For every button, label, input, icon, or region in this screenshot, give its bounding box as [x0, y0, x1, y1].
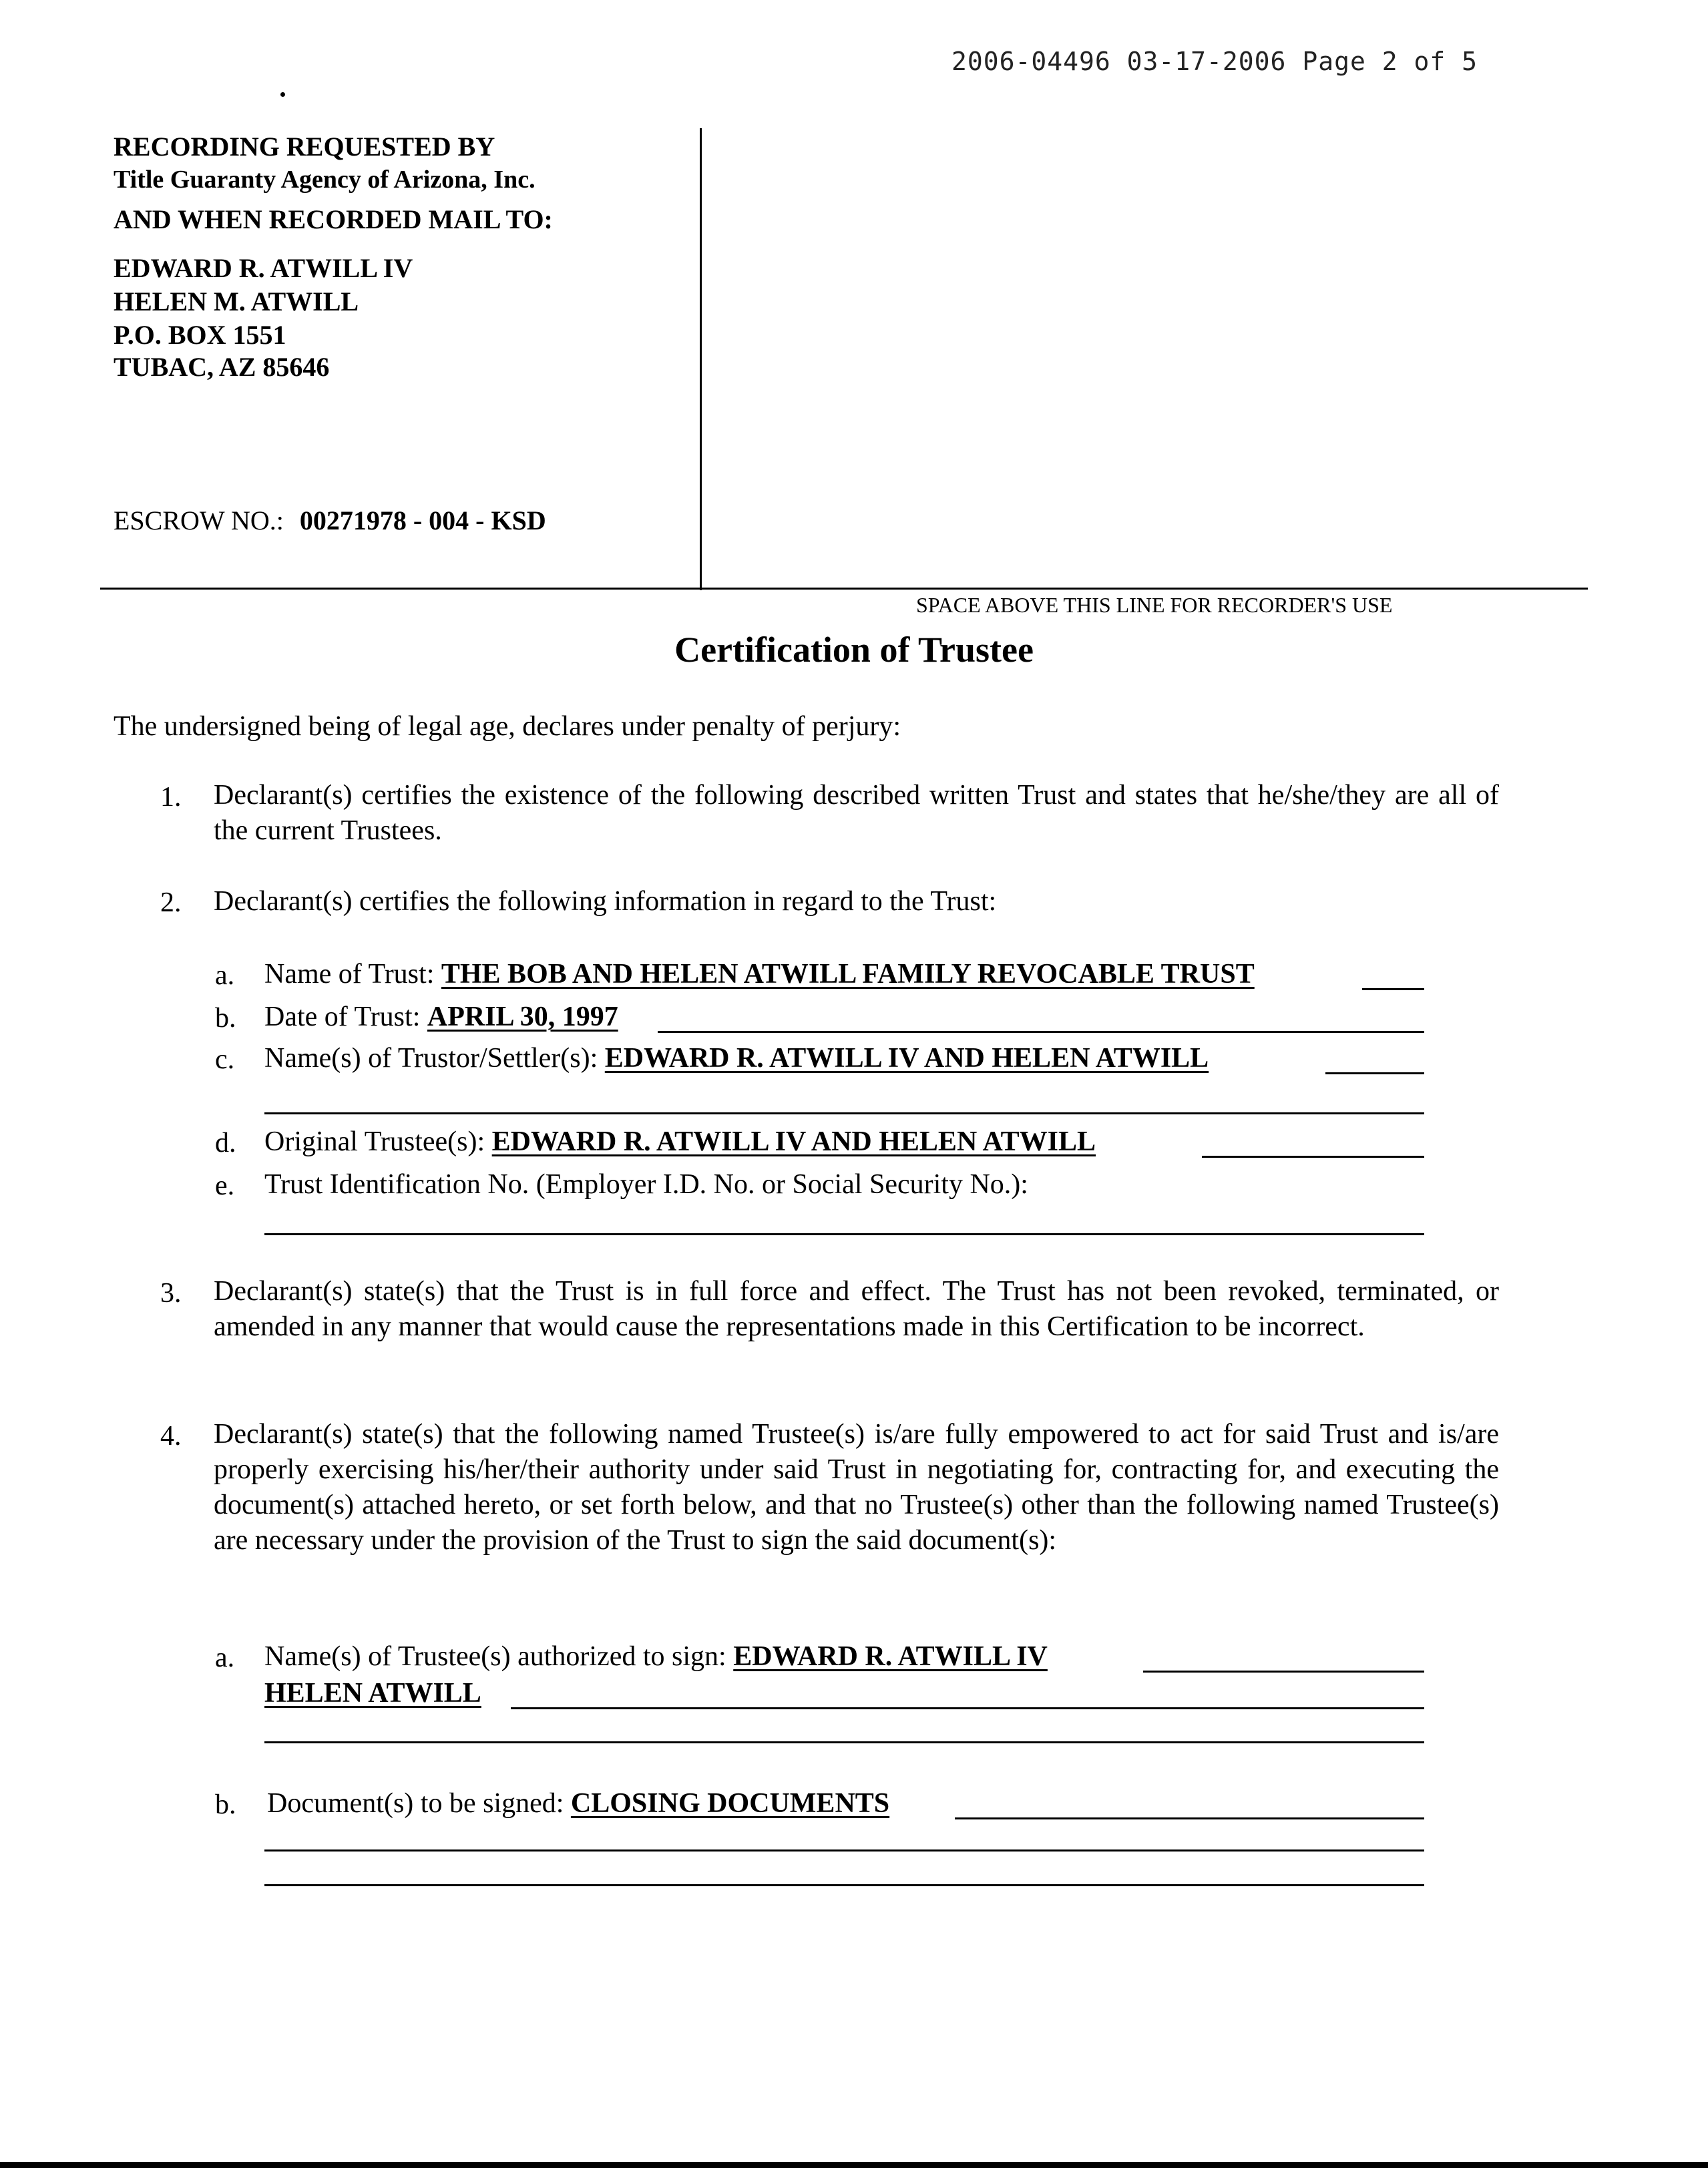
recorder-line — [100, 588, 1588, 590]
documents-value: CLOSING DOCUMENTS — [570, 1788, 890, 1819]
trust-date-row — [264, 1000, 618, 1034]
authorized-trustee-blank-line — [264, 1741, 1424, 1743]
item-1-number: 1. — [160, 782, 182, 813]
item-4-number: 4. — [160, 1421, 182, 1452]
item-2-number: 2. — [160, 887, 182, 918]
scan-speck — [280, 92, 285, 97]
trust-date-label: Date of Trust: — [264, 1002, 421, 1032]
trustor-value: EDWARD R. ATWILL IV AND HELEN ATWILL — [604, 1043, 1209, 1074]
recording-stamp: 2006-04496 03-17-2006 Page 2 of 5 — [951, 47, 1478, 76]
original-trustee-label: Original Trustee(s): — [264, 1126, 485, 1157]
address-line-2: HELEN M. ATWILL — [114, 286, 359, 316]
trust-date-value: APRIL 30, 1997 — [427, 1002, 618, 1032]
mail-to-label: AND WHEN RECORDED MAIL TO: — [114, 204, 553, 234]
authorized-trustee-row — [264, 1640, 1048, 1673]
authorized-trustee-line-tail-2 — [511, 1707, 1424, 1709]
trust-name-label: Name of Trust: — [264, 959, 435, 990]
trustor-row — [264, 1042, 1209, 1075]
documents-line-tail — [955, 1817, 1424, 1819]
authorized-trustee-row-2 — [264, 1677, 481, 1710]
documents-label: Document(s) to be signed: — [267, 1788, 564, 1819]
requester-name: Title Guaranty Agency of Arizona, Inc. — [114, 166, 536, 194]
address-line-1: EDWARD R. ATWILL IV — [114, 253, 413, 283]
trustor-line-tail — [1325, 1072, 1424, 1074]
trustor-label: Name(s) of Trustor/Settler(s): — [264, 1043, 598, 1074]
intro-statement: The undersigned being of legal age, declares under penalty of perjury: — [114, 711, 901, 742]
escrow-label: ESCROW NO.: — [114, 505, 284, 535]
item-4-text: Declarant(s) state(s) that the following named Trustee(s) is/are fully empowered to act for said Trust and is/are properly exercising his/her/their authority under said Trust in negotiating for, contracting for, and executing the document(s) attached hereto, or set forth below, and that no Trustee(s) other than the following named Trustee(s) are necessary under the provision of the Trust to sign the said document(s): — [214, 1419, 1499, 1556]
authorized-trustee-line-tail-1 — [1143, 1671, 1424, 1673]
original-trustee-row — [264, 1125, 1096, 1158]
authorized-trustee-value-2: HELEN ATWILL — [264, 1678, 481, 1709]
item-2d-letter: d. — [215, 1128, 236, 1158]
header-divider-vertical — [700, 128, 702, 590]
item-4b-letter: b. — [215, 1789, 236, 1820]
recorder-note: SPACE ABOVE THIS LINE FOR RECORDER'S USE — [916, 593, 1393, 617]
item-2b-letter: b. — [215, 1003, 236, 1034]
address-line-4: TUBAC, AZ 85646 — [114, 352, 330, 382]
trust-id-label: Trust Identification No. (Employer I.D. No. or Social Security No.): — [264, 1169, 1028, 1200]
item-2e-letter: e. — [215, 1170, 235, 1201]
item-2-text: Declarant(s) certifies the following information in regard to the Trust: — [214, 886, 997, 917]
item-3-number: 3. — [160, 1278, 182, 1309]
page-bottom-edge — [0, 2162, 1708, 2168]
trust-name-value: THE BOB AND HELEN ATWILL FAMILY REVOCABLE TRUST — [441, 959, 1255, 990]
trustor-blank-line — [264, 1112, 1424, 1114]
item-1-text: Declarant(s) certifies the existence of the following described written Trust and states that he/she/they are all of the current Trustees. — [214, 780, 1499, 846]
escrow-number: 00271978 - 004 - KSD — [299, 505, 546, 535]
recording-requested-by-label: RECORDING REQUESTED BY — [114, 132, 495, 162]
item-2a-letter: a. — [215, 960, 235, 991]
escrow-row — [114, 505, 546, 536]
authorized-trustee-label: Name(s) of Trustee(s) authorized to sign: — [264, 1641, 726, 1672]
trust-id-blank-line — [264, 1233, 1424, 1235]
document-title: Certification of Trustee — [674, 630, 1034, 670]
original-trustee-line-tail — [1202, 1156, 1424, 1158]
documents-blank-line-1 — [264, 1849, 1424, 1851]
item-4a-letter: a. — [215, 1643, 235, 1673]
documents-blank-line-2 — [264, 1884, 1424, 1886]
item-2c-letter: c. — [215, 1044, 235, 1075]
documents-row — [267, 1787, 889, 1820]
address-line-3: P.O. BOX 1551 — [114, 320, 286, 350]
trust-name-row — [264, 957, 1255, 991]
original-trustee-value: EDWARD R. ATWILL IV AND HELEN ATWILL — [491, 1126, 1096, 1157]
trust-name-line-tail — [1362, 988, 1424, 990]
item-3-text: Declarant(s) state(s) that the Trust is in full force and effect. The Trust has not been revoked, terminated, or amended in any manner that would cause the representations made in this Certification to be incorrect. — [214, 1276, 1499, 1342]
trust-date-line-tail — [658, 1031, 1424, 1033]
authorized-trustee-value-1: EDWARD R. ATWILL IV — [733, 1641, 1048, 1672]
